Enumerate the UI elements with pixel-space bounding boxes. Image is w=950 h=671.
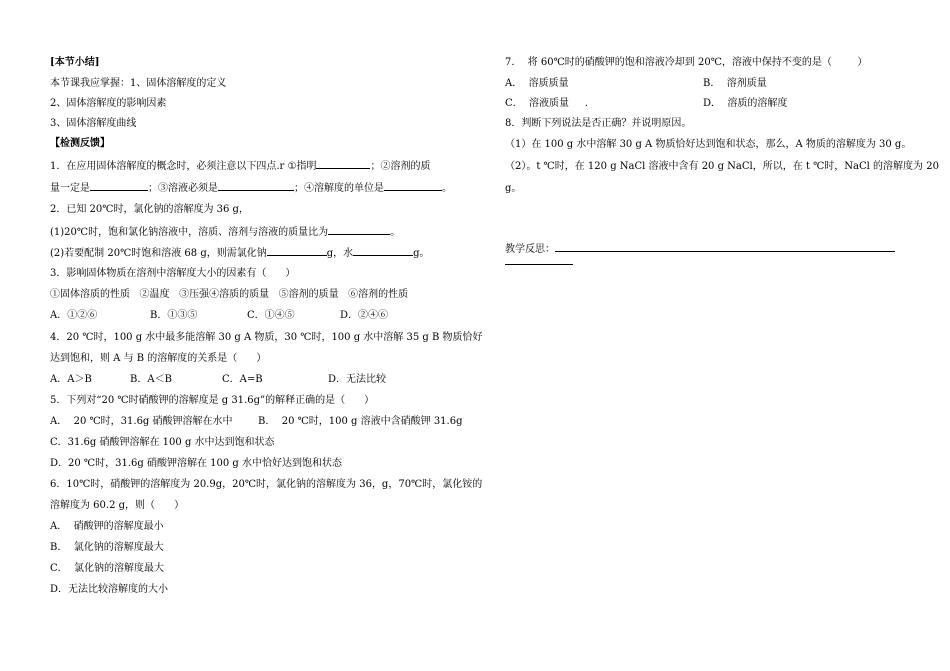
q4-stem-line2: 达到饱和，则 A 与 B 的溶解度的关系是（ ） <box>50 353 267 364</box>
q4-stem-line1: 4．20 ℃时，100 g 水中最多能溶解 30 g A 物质，30 ℃时，100 g 水中溶解 35 g B 物质恰好 <box>50 332 483 343</box>
option-b: B．①③⑤ <box>150 310 198 321</box>
q3-factors: ①固体溶质的性质 ②温度 ③压强④溶质的质量 ⑤溶剂的质量 ⑥溶剂的性质 <box>50 289 409 300</box>
q8-item1: （1）在 100 g 水中溶解 30 g A 物质恰好达到饱和状态，那么，A 物质的溶解度为 30 g。 <box>505 139 912 150</box>
q1-text: ；②溶剂的质 <box>370 161 431 172</box>
q6-stem-line2: 溶解度为 60.2 g，则（ ） <box>50 500 185 511</box>
reflection-blank-continuation <box>505 264 573 265</box>
q1-text: ；③溶液必须是 <box>148 183 218 194</box>
summary-line: 2、固体溶解度的影响因素 <box>50 98 167 109</box>
option-d: D． 溶质的溶解度 <box>703 98 788 109</box>
q7-options-row2 <box>505 94 905 114</box>
option-c: C．①④⑤ <box>247 310 295 321</box>
q2-text: g，水 <box>326 248 354 259</box>
reflection-blank <box>555 239 895 252</box>
q2-text: (1)20℃时，饱和氯化钠溶液中，溶质、溶剂与溶液的质量比为 <box>50 227 329 238</box>
q5-options-row1 <box>50 412 463 432</box>
q2-stem: 2．已知 20℃时，氯化钠的溶解度为 36 g， <box>50 204 249 215</box>
summary-heading: [本节小结] <box>50 57 100 68</box>
option-b: B． 溶剂质量 <box>703 78 767 89</box>
option-d: D．无法比较 <box>328 374 387 385</box>
answer-blank <box>90 178 148 191</box>
q3-stem: 3．影响固体物质在溶剂中溶解度大小的因素有（ ） <box>50 268 296 279</box>
answer-blank <box>218 178 294 191</box>
feedback-heading: 【检测反馈】 <box>50 138 110 149</box>
option-c: C． 溶液质量 . <box>505 98 589 109</box>
answer-blank <box>316 156 370 169</box>
q8-stem: 8．判断下列说法是否正确？并说明原因。 <box>505 118 692 129</box>
q7-stem: 7． 将 60℃时的硝酸钾的饱和溶液冷却到 20℃，溶液中保持不变的是（ ） <box>505 57 868 68</box>
option-b: B．A＜B <box>130 374 172 385</box>
q8-item2-line2: g。 <box>505 183 522 194</box>
option-a: A． 溶质质量 <box>505 78 569 89</box>
q2-part1 <box>50 222 400 242</box>
option-a: A．A＞B <box>50 374 92 385</box>
q2-part2 <box>50 243 430 263</box>
option-a: A． 硝酸钾的溶解度最小 <box>50 521 164 532</box>
q6-stem-line1: 6．10℃时，硝酸钾的溶解度为 20.9g，20℃时，氯化钠的溶解度为 36，g，70℃时，氯化铵的 <box>50 479 483 490</box>
q5-stem: 5．下列对“20 ℃时硝酸钾的溶解度是 g 31.6g”的解释正确的是（ ） <box>50 395 375 406</box>
reflection-label: 教学反思： <box>505 244 555 255</box>
option-c: C．31.6g 硝酸钾溶解在 100 g 水中达到饱和状态 <box>50 437 275 448</box>
q1-text: 。 <box>442 183 452 194</box>
q2-text: g。 <box>413 248 430 259</box>
q1-line2 <box>50 178 452 198</box>
option-d: D．②④⑥ <box>340 310 389 321</box>
answer-blank <box>267 243 327 256</box>
answer-blank <box>384 178 442 191</box>
q1-text: 1．在应用固体溶解度的概念时，必须注意以下四点.r ①指明 <box>50 161 317 172</box>
answer-blank <box>328 222 390 235</box>
q4-options <box>50 370 450 390</box>
q2-text: (2)若要配制 20℃时饱和溶液 68 g，则需氯化钠 <box>50 248 267 259</box>
reflection-line <box>505 239 895 259</box>
option-c: C． 氯化钠的溶解度最大 <box>50 563 165 574</box>
q1-text: 量一定是 <box>50 183 90 194</box>
q2-text: 。 <box>390 227 401 238</box>
option-d: D．无法比较溶解度的大小 <box>50 584 169 595</box>
option-d: D．20 ℃时，31.6g 硝酸钾溶解在 100 g 水中恰好达到饱和状态 <box>50 458 342 469</box>
option-c: C．A=B <box>222 374 263 385</box>
q3-options <box>50 306 450 326</box>
q8-item2-line1: （2）。t ℃时，在 120 g NaCl 溶液中含有 20 g NaCl，所以，在 t ℃时，NaCl 的溶解度为 20 <box>505 161 939 172</box>
q1-line1 <box>50 156 430 176</box>
option-b: B． 20 ℃时，100 g 溶液中含硝酸钾 31.6g <box>258 416 463 427</box>
q7-options-row1 <box>505 74 905 94</box>
option-a: A． 20 ℃时，31.6g 硝酸钾溶解在水中 <box>50 416 233 427</box>
option-a: A．①②⑥ <box>50 310 98 321</box>
summary-line: 本节课我应掌握：1、固体溶解度的定义 <box>50 78 227 89</box>
q1-text: ；④溶解度的单位是 <box>294 183 384 194</box>
summary-line: 3、固体溶解度曲线 <box>50 118 137 129</box>
option-b: B． 氯化钠的溶解度最大 <box>50 542 164 553</box>
answer-blank <box>353 243 413 256</box>
